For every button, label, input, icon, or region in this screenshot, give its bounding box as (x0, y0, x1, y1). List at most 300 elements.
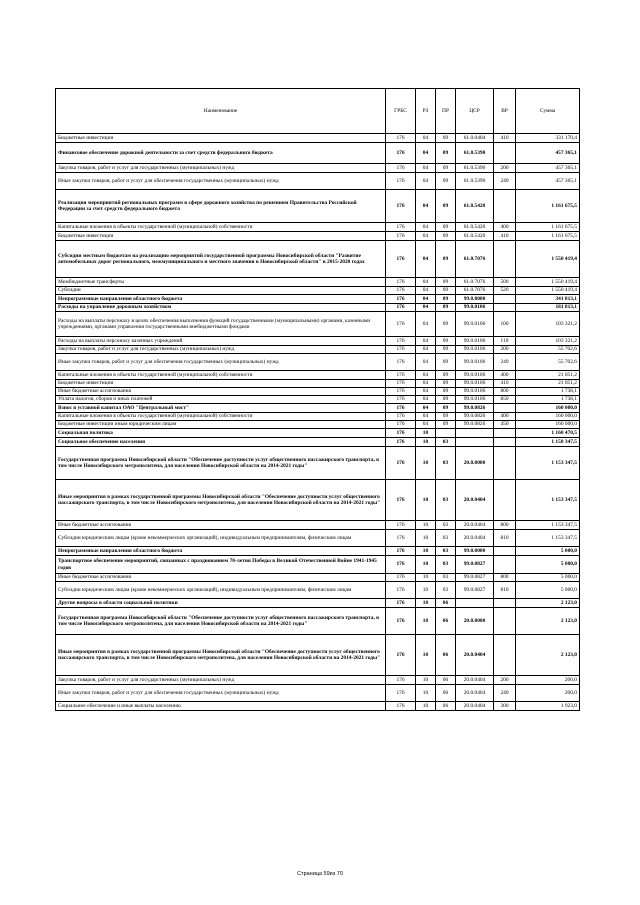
header-vr: ВР (494, 89, 516, 134)
table-row (56, 396, 580, 404)
cell-sum: 160 000,0 (516, 413, 580, 421)
cell-csr: 20.0.0000 (456, 608, 494, 635)
cell-grbs: 176 (386, 143, 416, 164)
cell-sum: 457 365,1 (516, 143, 580, 164)
cell-name: Закупка товаров, работ и услуг для государственных (муниципальных) нужд (56, 164, 386, 173)
cell-rz: 10 (416, 447, 436, 480)
cell-vr: 300 (494, 702, 516, 711)
cell-name: Взнос в уставной капитал ОАО "Центральный мост" (56, 404, 386, 413)
cell-rz: 10 (416, 574, 436, 582)
cell-rz: 04 (416, 223, 436, 232)
cell-rz: 04 (416, 232, 436, 241)
table-row (56, 521, 580, 530)
budget-table-sheet (55, 88, 579, 711)
cell-rz: 04 (416, 396, 436, 404)
cell-grbs: 176 (386, 599, 416, 608)
table-row (56, 574, 580, 582)
cell-vr: 200 (494, 164, 516, 173)
cell-name: Государственная программа Новосибирской области "Обеспечение доступности услуг общественного пассажирского транспорта, в том числе Новосибирского метрополитена, для населения Новосибирской области на 2014-2021 годы" (56, 447, 386, 480)
cell-grbs: 176 (386, 421, 416, 429)
cell-grbs: 176 (386, 582, 416, 599)
cell-pr: 09 (436, 337, 456, 346)
cell-grbs: 176 (386, 173, 416, 190)
cell-name: Социальное обеспечение и иные выплаты населению (56, 702, 386, 711)
cell-vr (494, 438, 516, 447)
cell-pr: 09 (436, 388, 456, 396)
table-row (56, 143, 580, 164)
cell-name: Иные закупки товаров, работ и услуг для обеспечения государственных (муниципальных) нужд (56, 685, 386, 702)
table-row (56, 371, 580, 380)
cell-name: Иные закупки товаров, работ и услуг для обеспечения государственных (муниципальных) нужд (56, 354, 386, 371)
cell-grbs: 176 (386, 346, 416, 354)
cell-vr: 410 (494, 380, 516, 388)
cell-csr: 99.0.0106 (456, 304, 494, 312)
cell-csr: 99.0.0826 (456, 421, 494, 429)
cell-sum: 103 321,2 (516, 312, 580, 337)
cell-rz: 04 (416, 134, 436, 143)
cell-csr: 61.0.5390 (456, 143, 494, 164)
cell-pr: 03 (436, 530, 456, 547)
cell-sum: 1 153 347,5 (516, 480, 580, 521)
cell-name: Закупка товаров, работ и услуг для государственных (муниципальных) нужд (56, 346, 386, 354)
cell-vr: 200 (494, 676, 516, 685)
cell-rz: 04 (416, 312, 436, 337)
cell-csr: 20.0.0404 (456, 702, 494, 711)
header-csr: ЦСР (456, 89, 494, 134)
cell-grbs: 176 (386, 371, 416, 380)
cell-sum: 1 161 675,5 (516, 190, 580, 223)
table-row (56, 438, 580, 447)
cell-sum: 181 813,1 (516, 304, 580, 312)
cell-grbs: 176 (386, 190, 416, 223)
table-row (56, 241, 580, 278)
cell-name: Капитальные вложения в объекты государственной (муниципальной) собственности (56, 371, 386, 380)
cell-vr (494, 295, 516, 304)
cell-vr: 800 (494, 521, 516, 530)
cell-vr: 100 (494, 312, 516, 337)
cell-sum: 55 702,6 (516, 346, 580, 354)
cell-csr: 99.0.0106 (456, 354, 494, 371)
cell-vr: 800 (494, 574, 516, 582)
cell-vr (494, 241, 516, 278)
cell-pr: 03 (436, 582, 456, 599)
cell-name: Капитальные вложения в объекты государственной (муниципальной) собственности (56, 413, 386, 421)
cell-pr: 09 (436, 380, 456, 388)
cell-vr: 240 (494, 173, 516, 190)
cell-pr: 03 (436, 547, 456, 556)
cell-grbs: 176 (386, 429, 416, 438)
cell-name: Субсидии юридическим лицам (кроме некоммерческих организаций), индивидуальным предпринимателям, физическим лицам (56, 582, 386, 599)
cell-pr: 09 (436, 241, 456, 278)
cell-rz: 04 (416, 380, 436, 388)
table-row (56, 556, 580, 574)
cell-sum: 1 153 347,5 (516, 530, 580, 547)
cell-rz: 04 (416, 287, 436, 295)
cell-name: Транспортное обеспечение мероприятий, связанных с празднованием 70-летия Победы в Великой Отечественной Войне 1941-1945 годов (56, 556, 386, 574)
cell-rz: 10 (416, 702, 436, 711)
cell-name: Иные бюджетные ассигнования (56, 521, 386, 530)
cell-vr (494, 190, 516, 223)
cell-vr (494, 480, 516, 521)
cell-grbs: 176 (386, 447, 416, 480)
cell-sum: 1 160 470,5 (516, 429, 580, 438)
cell-sum: 1 158 347,5 (516, 438, 580, 447)
cell-grbs: 176 (386, 287, 416, 295)
cell-csr (456, 599, 494, 608)
cell-sum: 1 923,0 (516, 702, 580, 711)
cell-name: Другие вопросы в области социальной политики (56, 599, 386, 608)
cell-grbs: 176 (386, 702, 416, 711)
cell-rz: 04 (416, 190, 436, 223)
cell-rz: 10 (416, 556, 436, 574)
cell-pr: 03 (436, 447, 456, 480)
cell-name: Иные мероприятия в рамках государственной программы Новосибирской области "Обеспечение доступности услуг общественного пассажирского транспорта, в том числе Новосибирского метрополитена, для населения Новосибирской области на 2014-2021 годы" (56, 635, 386, 676)
cell-sum: 160 000,0 (516, 421, 580, 429)
header-sum: Сумма (516, 89, 580, 134)
cell-grbs: 176 (386, 232, 416, 241)
cell-sum: 1 738,1 (516, 396, 580, 404)
cell-vr (494, 556, 516, 574)
cell-csr: 61.0.0404 (456, 134, 494, 143)
cell-name: Непрограммные направления областного бюджета (56, 295, 386, 304)
table-row (56, 447, 580, 480)
cell-grbs: 176 (386, 164, 416, 173)
header-name: Наименование (56, 89, 386, 134)
cell-csr: 61.0.5420 (456, 190, 494, 223)
cell-csr: 20.0.0404 (456, 685, 494, 702)
cell-grbs: 176 (386, 295, 416, 304)
cell-sum: 5 000,0 (516, 574, 580, 582)
table-row (56, 190, 580, 223)
cell-name: Субсидии местным бюджетам на реализацию мероприятий государственной программы Новосибирской области "Развитие автомобильных дорог регионального, межмуниципального и местного значения в Новосибирской области" в 2015-2020 годах (56, 241, 386, 278)
cell-rz: 10 (416, 530, 436, 547)
cell-csr: 99.0.0827 (456, 574, 494, 582)
cell-pr: 09 (436, 371, 456, 380)
cell-name: Социальное обеспечение населения (56, 438, 386, 447)
cell-csr: 61.0.5390 (456, 173, 494, 190)
cell-grbs: 176 (386, 574, 416, 582)
cell-grbs: 176 (386, 223, 416, 232)
cell-rz: 10 (416, 438, 436, 447)
cell-rz: 04 (416, 388, 436, 396)
cell-sum: 1 153 347,5 (516, 521, 580, 530)
cell-name: Государственная программа Новосибирской области "Обеспечение доступности услуг общественного пассажирского транспорта, в том числе Новосибирского метрополитена, для населения Новосибирской области на 2014-2021 годы" (56, 608, 386, 635)
cell-rz: 10 (416, 676, 436, 685)
cell-vr: 240 (494, 685, 516, 702)
table-row (56, 480, 580, 521)
cell-csr: 99.0.0106 (456, 312, 494, 337)
cell-pr: 09 (436, 354, 456, 371)
cell-vr (494, 304, 516, 312)
cell-pr: 09 (436, 346, 456, 354)
cell-name: Капитальные вложения в объекты государственной (муниципальной) собственности (56, 223, 386, 232)
table-header-row (56, 89, 580, 134)
table-row (56, 295, 580, 304)
table-row (56, 608, 580, 635)
cell-rz: 10 (416, 429, 436, 438)
cell-vr: 110 (494, 337, 516, 346)
table-row (56, 676, 580, 685)
cell-csr: 99.0.0827 (456, 556, 494, 574)
header-grbs: ГРБС (386, 89, 416, 134)
table-row (56, 346, 580, 354)
table-row (56, 287, 580, 295)
cell-grbs: 176 (386, 556, 416, 574)
cell-vr: 850 (494, 396, 516, 404)
cell-name: Субсидии (56, 287, 386, 295)
cell-rz: 10 (416, 521, 436, 530)
cell-sum: 1 161 675,5 (516, 223, 580, 232)
cell-pr: 03 (436, 438, 456, 447)
cell-pr: 09 (436, 143, 456, 164)
cell-vr: 810 (494, 582, 516, 599)
cell-csr (456, 438, 494, 447)
cell-vr: 810 (494, 530, 516, 547)
cell-vr (494, 429, 516, 438)
cell-csr: 99.0.0826 (456, 404, 494, 413)
cell-rz: 04 (416, 278, 436, 287)
cell-name: Бюджетные инвестиции (56, 380, 386, 388)
cell-csr: 20.0.0404 (456, 635, 494, 676)
cell-grbs: 176 (386, 438, 416, 447)
cell-sum: 1 738,1 (516, 388, 580, 396)
cell-csr: 99.0.0106 (456, 371, 494, 380)
cell-sum: 457 365,1 (516, 164, 580, 173)
cell-vr: 500 (494, 278, 516, 287)
cell-rz: 10 (416, 599, 436, 608)
cell-vr: 240 (494, 354, 516, 371)
cell-pr: 09 (436, 295, 456, 304)
cell-pr: 06 (436, 608, 456, 635)
cell-csr: 61.0.7076 (456, 287, 494, 295)
table-row (56, 312, 580, 337)
cell-sum: 200,0 (516, 685, 580, 702)
cell-csr: 61.0.7076 (456, 241, 494, 278)
cell-rz: 10 (416, 547, 436, 556)
cell-pr: 09 (436, 223, 456, 232)
cell-name: Расходы на выплаты персоналу в целях обеспечения выполнения функций государственными (муниципальными) органами, казенными учреждениями, органами управления государственными внебюджетными фондами (56, 312, 386, 337)
cell-rz: 04 (416, 337, 436, 346)
cell-csr: 99.0.0827 (456, 582, 494, 599)
cell-vr: 400 (494, 413, 516, 421)
cell-grbs: 176 (386, 530, 416, 547)
table-row (56, 429, 580, 438)
cell-sum: 1 550 419,4 (516, 278, 580, 287)
table-row (56, 173, 580, 190)
cell-name: Иные закупки товаров, работ и услуг для обеспечения государственных (муниципальных) нужд (56, 173, 386, 190)
cell-name: Бюджетные инвестиции (56, 134, 386, 143)
cell-vr: 520 (494, 287, 516, 295)
cell-pr: 06 (436, 676, 456, 685)
header-rz: РЗ (416, 89, 436, 134)
cell-sum: 55 702,6 (516, 354, 580, 371)
table-row (56, 413, 580, 421)
cell-vr: 800 (494, 388, 516, 396)
table-row (56, 685, 580, 702)
cell-csr: 61.0.5390 (456, 164, 494, 173)
cell-sum: 160 000,0 (516, 404, 580, 413)
cell-sum: 1 550 419,4 (516, 287, 580, 295)
cell-name: Уплата налогов, сборов и иных платежей (56, 396, 386, 404)
cell-pr: 03 (436, 574, 456, 582)
table-row (56, 278, 580, 287)
table-row (56, 134, 580, 143)
cell-sum: 2 123,0 (516, 599, 580, 608)
cell-sum: 200,0 (516, 676, 580, 685)
cell-name: Иные бюджетные ассигнования (56, 574, 386, 582)
cell-rz: 04 (416, 413, 436, 421)
cell-pr: 06 (436, 599, 456, 608)
cell-grbs: 176 (386, 278, 416, 287)
cell-name: Бюджетные инвестиции иным юридическим лицам (56, 421, 386, 429)
cell-grbs: 176 (386, 413, 416, 421)
header-pr: ПР (436, 89, 456, 134)
cell-grbs: 176 (386, 312, 416, 337)
cell-name: Социальная политика (56, 429, 386, 438)
cell-rz: 04 (416, 421, 436, 429)
cell-csr: 99.0.0000 (456, 547, 494, 556)
cell-sum: 1 153 347,5 (516, 447, 580, 480)
cell-vr: 400 (494, 223, 516, 232)
cell-name: Иные бюджетные ассигнования (56, 388, 386, 396)
cell-csr: 99.0.0000 (456, 295, 494, 304)
cell-rz: 04 (416, 371, 436, 380)
cell-csr: 61.0.7076 (456, 278, 494, 287)
cell-sum: 2 123,0 (516, 635, 580, 676)
cell-vr: 450 (494, 421, 516, 429)
cell-csr: 99.0.0106 (456, 388, 494, 396)
cell-pr: 09 (436, 396, 456, 404)
table-row (56, 232, 580, 241)
cell-grbs: 176 (386, 354, 416, 371)
cell-grbs: 176 (386, 304, 416, 312)
cell-rz: 04 (416, 173, 436, 190)
cell-rz: 04 (416, 346, 436, 354)
cell-sum: 2 123,0 (516, 608, 580, 635)
cell-rz: 10 (416, 480, 436, 521)
cell-vr: 410 (494, 134, 516, 143)
table-row (56, 380, 580, 388)
cell-rz: 04 (416, 304, 436, 312)
cell-rz: 04 (416, 404, 436, 413)
cell-pr: 09 (436, 287, 456, 295)
table-row (56, 599, 580, 608)
cell-csr: 99.0.0106 (456, 346, 494, 354)
table-row (56, 404, 580, 413)
cell-rz: 10 (416, 685, 436, 702)
cell-sum: 1 550 419,4 (516, 241, 580, 278)
cell-vr (494, 547, 516, 556)
cell-pr: 03 (436, 556, 456, 574)
cell-sum: 457 365,1 (516, 173, 580, 190)
cell-csr: 99.0.0106 (456, 337, 494, 346)
cell-grbs: 176 (386, 685, 416, 702)
cell-pr: 09 (436, 164, 456, 173)
cell-csr: 61.0.5420 (456, 232, 494, 241)
cell-pr: 09 (436, 232, 456, 241)
cell-grbs: 176 (386, 241, 416, 278)
table-row (56, 354, 580, 371)
table-row (56, 702, 580, 711)
table-row (56, 337, 580, 346)
cell-grbs: 176 (386, 547, 416, 556)
cell-pr: 03 (436, 521, 456, 530)
table-row (56, 223, 580, 232)
cell-vr (494, 635, 516, 676)
cell-pr: 09 (436, 312, 456, 337)
cell-rz: 04 (416, 241, 436, 278)
cell-csr: 20.0.0404 (456, 521, 494, 530)
cell-grbs: 176 (386, 388, 416, 396)
cell-pr: 03 (436, 480, 456, 521)
table-row (56, 547, 580, 556)
cell-pr: 09 (436, 278, 456, 287)
cell-csr: 61.0.5420 (456, 223, 494, 232)
cell-pr: 06 (436, 702, 456, 711)
cell-grbs: 176 (386, 676, 416, 685)
cell-name: Межбюджетные трансферты (56, 278, 386, 287)
cell-rz: 04 (416, 164, 436, 173)
cell-csr: 99.0.0106 (456, 380, 494, 388)
cell-name: Иные мероприятия в рамках государственной программы Новосибирской области "Обеспечение доступности услуг общественного пассажирского транспорта, в том числе Новосибирского метрополитена, для населения Новосибирской области на 2014-2021 годы" (56, 480, 386, 521)
cell-rz: 10 (416, 582, 436, 599)
cell-name: Расходы на управление дорожным хозяйством (56, 304, 386, 312)
cell-vr (494, 447, 516, 480)
cell-grbs: 176 (386, 337, 416, 346)
cell-grbs: 176 (386, 380, 416, 388)
table-row (56, 635, 580, 676)
cell-rz: 10 (416, 635, 436, 676)
cell-vr (494, 143, 516, 164)
cell-pr: 09 (436, 421, 456, 429)
cell-sum: 5 000,0 (516, 556, 580, 574)
cell-pr: 09 (436, 304, 456, 312)
cell-sum: 331 170,4 (516, 134, 580, 143)
table-row (56, 388, 580, 396)
cell-pr: 06 (436, 635, 456, 676)
cell-pr: 09 (436, 134, 456, 143)
cell-csr (456, 429, 494, 438)
cell-vr (494, 608, 516, 635)
cell-csr: 20.0.0000 (456, 447, 494, 480)
cell-pr: 06 (436, 685, 456, 702)
cell-csr: 20.0.0404 (456, 530, 494, 547)
cell-rz: 04 (416, 295, 436, 304)
cell-rz: 04 (416, 354, 436, 371)
cell-vr: 400 (494, 371, 516, 380)
table-row (56, 530, 580, 547)
cell-grbs: 176 (386, 396, 416, 404)
table-row (56, 164, 580, 173)
cell-vr: 200 (494, 346, 516, 354)
table-row (56, 421, 580, 429)
cell-name: Финансовое обеспечение дорожной деятельности за счет средств федерального бюджета (56, 143, 386, 164)
cell-vr: 410 (494, 232, 516, 241)
cell-vr (494, 404, 516, 413)
cell-rz: 10 (416, 608, 436, 635)
table-body (56, 134, 580, 711)
cell-sum: 103 321,2 (516, 337, 580, 346)
cell-sum: 21 051,2 (516, 380, 580, 388)
cell-name: Реализация мероприятий региональных программ в сфере дорожного хозяйства по решениям Правительства Российской Федерации за счет средств федерального бюджета (56, 190, 386, 223)
cell-grbs: 176 (386, 608, 416, 635)
cell-sum: 1 161 675,5 (516, 232, 580, 241)
cell-name: Расходы на выплаты персоналу казенных учреждений (56, 337, 386, 346)
cell-grbs: 176 (386, 480, 416, 521)
cell-csr: 99.0.0826 (456, 413, 494, 421)
cell-pr: 09 (436, 413, 456, 421)
cell-grbs: 176 (386, 404, 416, 413)
